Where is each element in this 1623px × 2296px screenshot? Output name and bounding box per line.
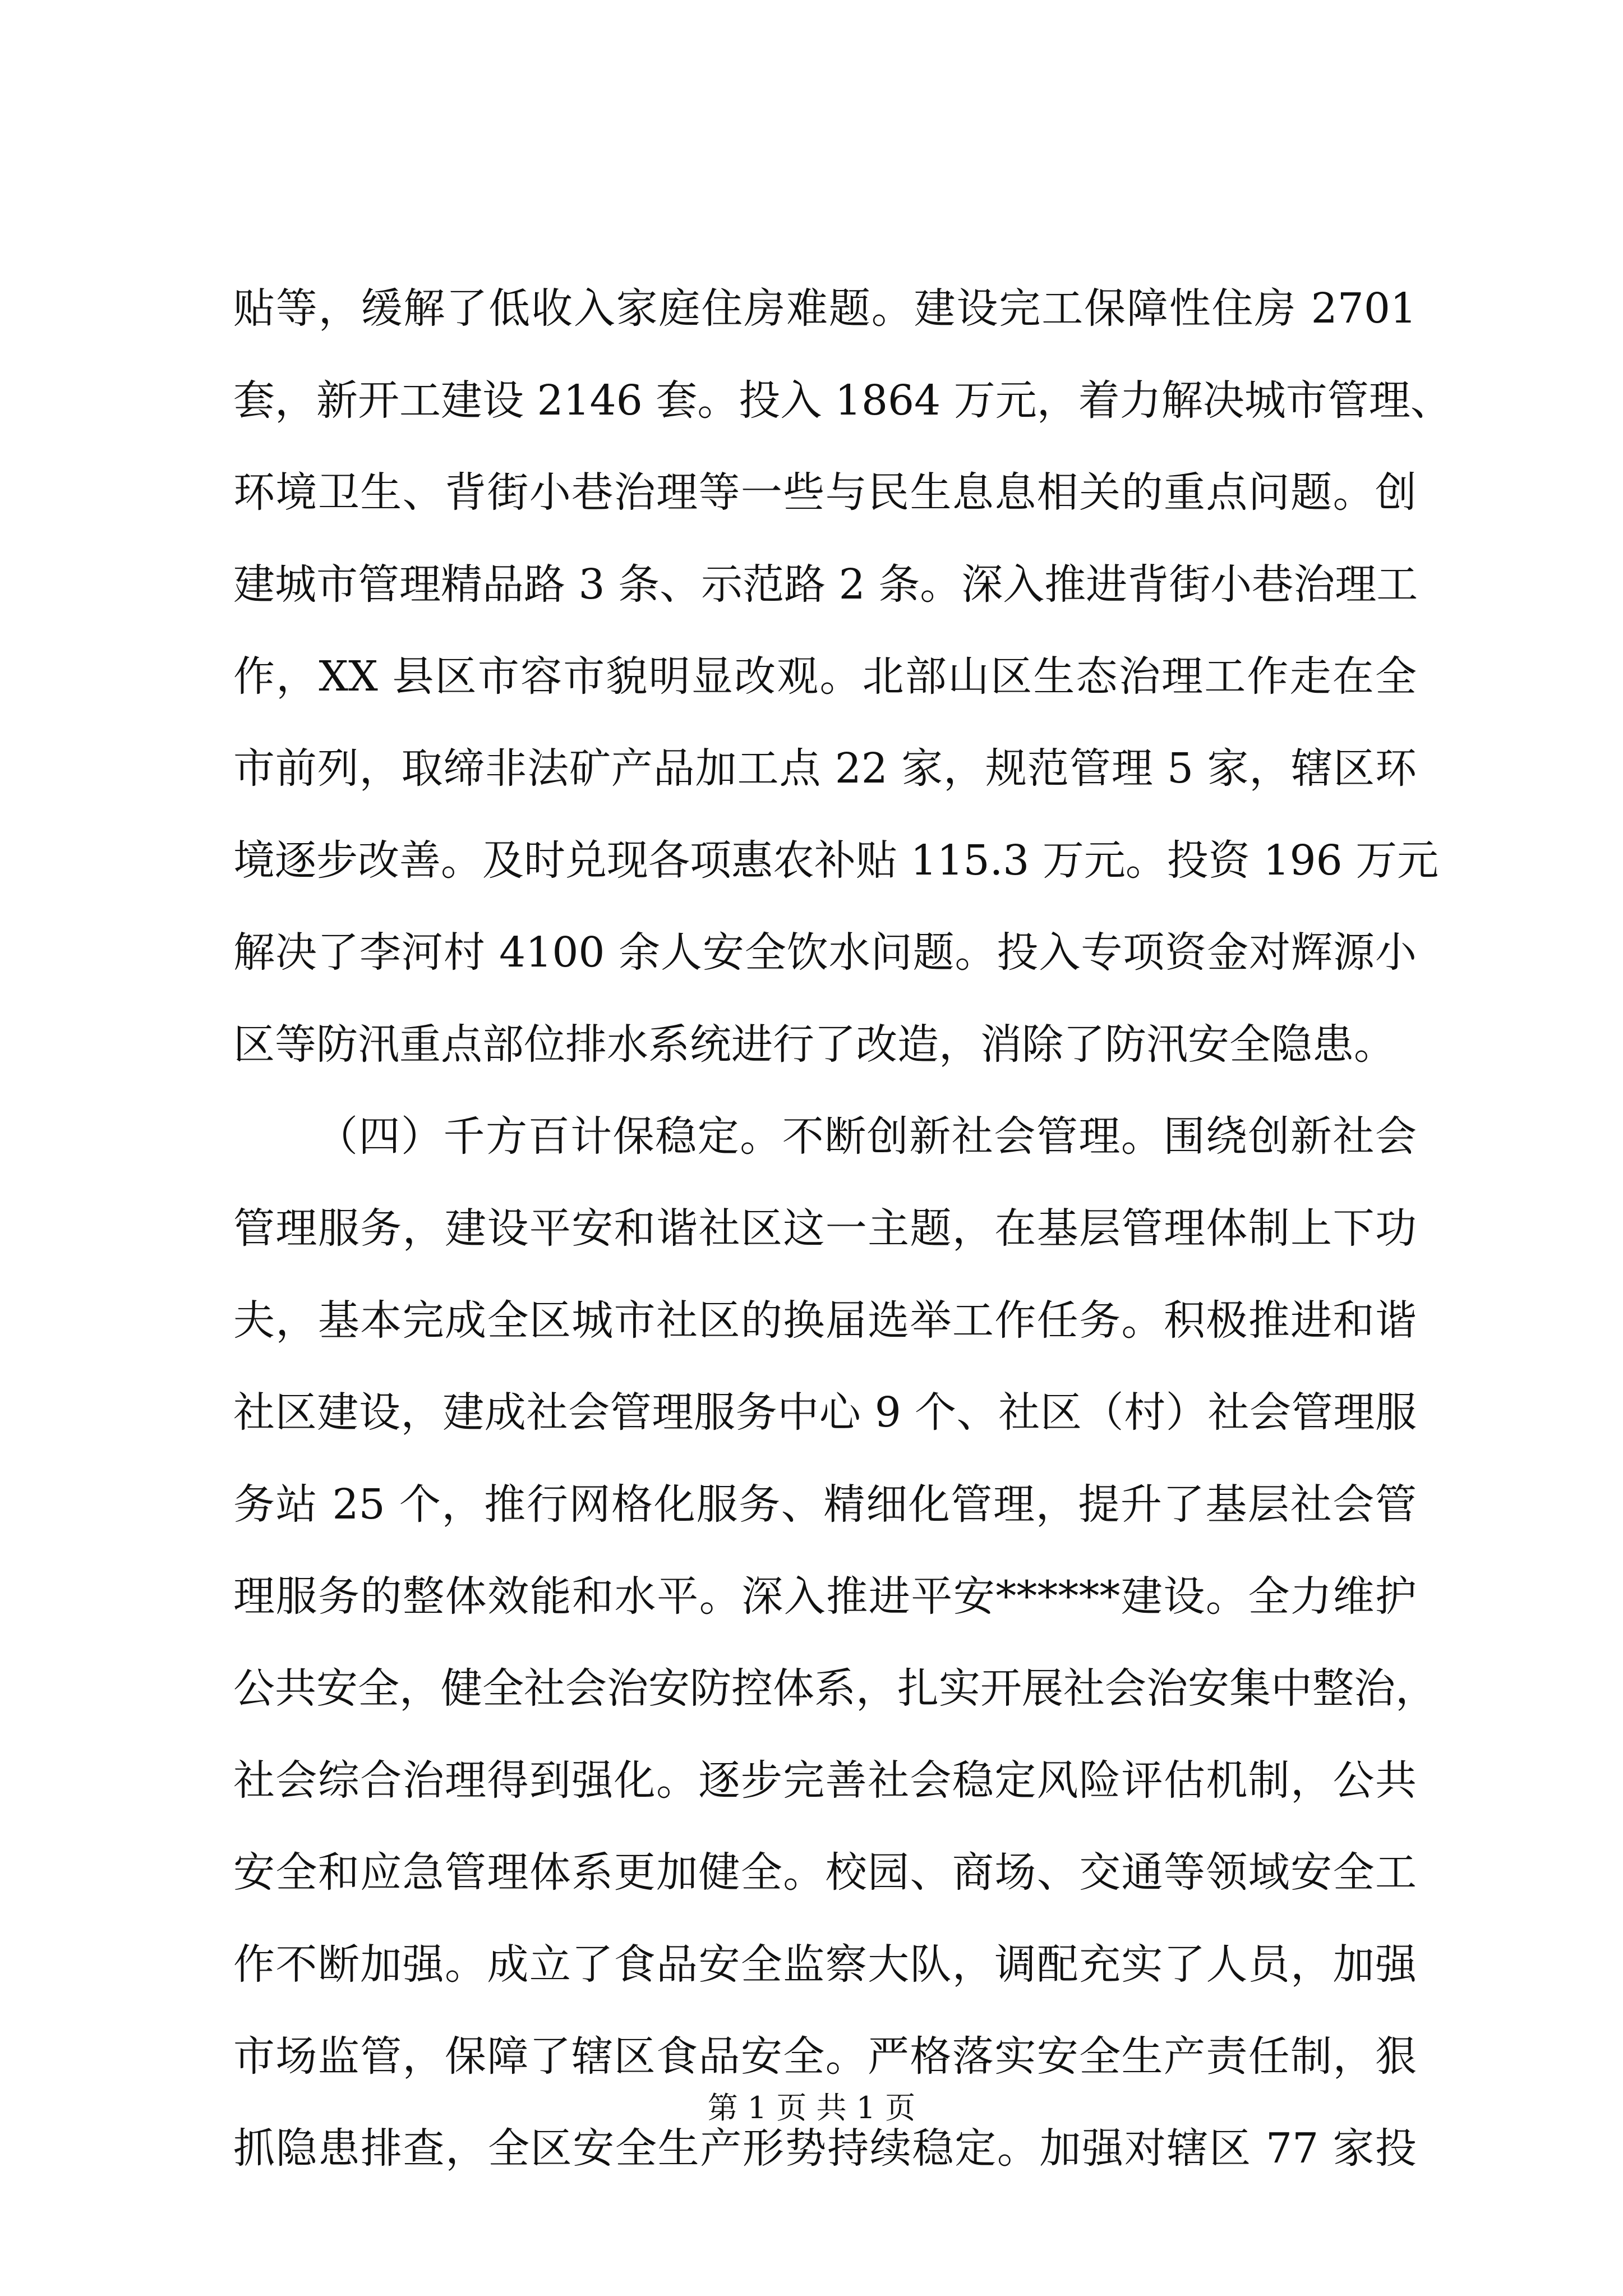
text-line: 环境卫生、背街小巷治理等一些与民生息息相关的重点问题。创 xyxy=(233,468,1417,517)
text-line: 境逐步改善。及时兑现各项惠农补贴 115.3 万元。投资 196 万元 xyxy=(233,836,1439,885)
text-line: 社会综合治理得到强化。逐步完善社会稳定风险评估机制，公共 xyxy=(233,1756,1417,1805)
text-line: 安全和应急管理体系更加健全。校园、商场、交通等领域安全工 xyxy=(233,1848,1417,1897)
text-line: 抓隐患排查，全区安全生产形势持续稳定。加强对辖区 77 家投 xyxy=(233,2124,1417,2173)
text-line: 作不断加强。成立了食品安全监察大队，调配充实了人员，加强 xyxy=(233,1940,1417,1989)
text-line: 套，新开工建设 2146 套。投入 1864 万元，着力解决城市管理、 xyxy=(233,376,1452,425)
text-line: 务站 25 个，推行网格化服务、精细化管理，提升了基层社会管 xyxy=(233,1480,1417,1529)
text-line: 建城市管理精品路 3 条、示范路 2 条。深入推进背街小巷治理工 xyxy=(233,560,1418,609)
text-line: 解决了李河村 4100 余人安全饮水问题。投入专项资金对辉源小 xyxy=(233,928,1417,977)
text-line: 社区建设，建成社会管理服务中心 9 个、社区（村）社会管理服 xyxy=(233,1388,1417,1437)
text-line: 贴等，缓解了低收入家庭住房难题。建设完工保障性住房 2701 xyxy=(233,284,1417,333)
paragraph-heading-line: （四）千方百计保稳定。不断创新社会管理。围绕创新社会 xyxy=(316,1112,1417,1161)
body-text xyxy=(233,263,1452,2194)
page-footer xyxy=(0,2086,1623,2131)
text-line: 市前列，取缔非法矿产品加工点 22 家，规范管理 5 家，辖区环 xyxy=(233,744,1417,793)
text-line: 夫，基本完成全区城市社区的换届选举工作任务。积极推进和谐 xyxy=(233,1296,1417,1345)
text-line: 作，XX 县区市容市貌明显改观。北部山区生态治理工作走在全 xyxy=(233,652,1417,701)
text-line: 市场监管，保障了辖区食品安全。严格落实安全生产责任制，狠 xyxy=(233,2032,1417,2081)
text-line: 管理服务，建设平安和谐社区这一主题，在基层管理体制上下功 xyxy=(233,1204,1417,1253)
text-line: 理服务的整体效能和水平。深入推进平安******建设。全力维护 xyxy=(233,1572,1417,1621)
text-line: 公共安全，健全社会治安防控体系，扎实开展社会治安集中整治， xyxy=(233,1664,1437,1713)
text-line: 区等防汛重点部位排水系统进行了改造，消除了防汛安全隐患。 xyxy=(233,1020,1395,1069)
page-number-label: 第 1 页 共 1 页 xyxy=(707,2090,916,2125)
